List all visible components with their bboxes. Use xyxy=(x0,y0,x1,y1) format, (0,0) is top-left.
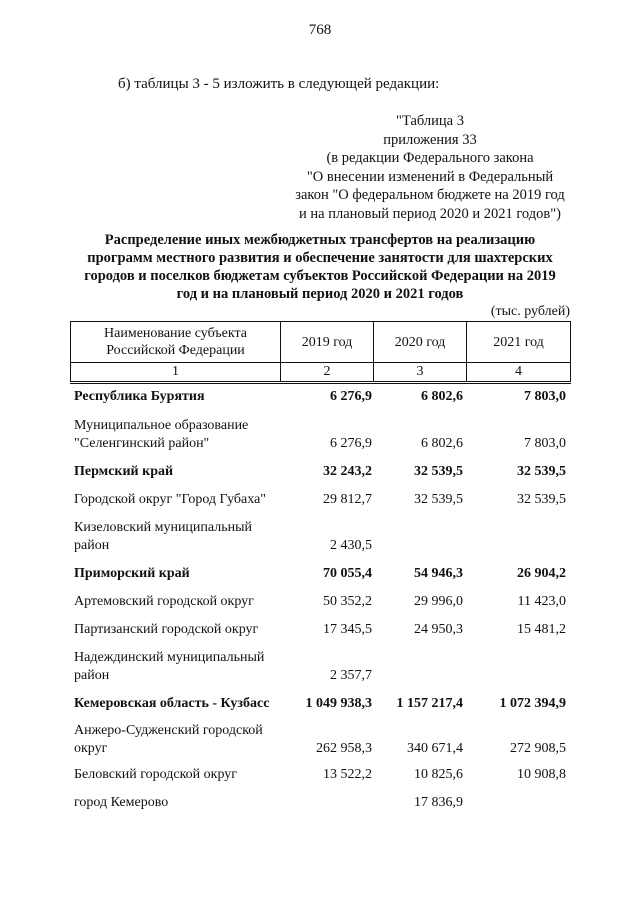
row-name xyxy=(74,593,279,611)
row-name-line: Кизеловский муниципальный xyxy=(74,520,253,535)
value-2019: 2 357,7 xyxy=(330,668,372,683)
reference-line: "О внесении изменений в Федеральный xyxy=(306,168,554,185)
reference-line: и на плановый период 2020 и 2021 годов") xyxy=(299,205,561,222)
value-2021: 32 539,5 xyxy=(517,492,566,507)
value-2020: 10 825,6 xyxy=(414,767,463,782)
value-2021: 7 803,0 xyxy=(524,389,566,404)
row-name xyxy=(74,695,279,713)
row-name-line: округ xyxy=(74,741,108,756)
page-number: 768 xyxy=(308,22,332,38)
row-name xyxy=(74,463,279,481)
value-2021: 7 803,0 xyxy=(524,436,566,451)
reference-line: закон "О федеральном бюджете на 2019 год xyxy=(295,187,565,203)
column-number-2: 2 xyxy=(281,363,374,383)
row-name xyxy=(74,388,279,406)
column-number-1: 1 xyxy=(71,363,281,383)
value-2020: 1 157 217,4 xyxy=(396,696,463,711)
value-2019: 50 352,2 xyxy=(323,594,372,609)
row-name xyxy=(74,417,279,453)
value-2020: 54 946,3 xyxy=(414,566,463,581)
row-name xyxy=(74,491,279,509)
value-2021: 15 481,2 xyxy=(517,622,566,637)
header-2020: 2020 год xyxy=(374,322,467,363)
row-name xyxy=(74,722,279,758)
row-name-line: Артемовский городской округ xyxy=(74,594,254,609)
row-name xyxy=(74,519,279,555)
value-2019: 6 276,9 xyxy=(330,389,372,404)
row-name-line: Надеждинский муниципальный xyxy=(74,650,265,665)
value-2021: 10 908,8 xyxy=(517,767,566,782)
row-name xyxy=(74,621,279,639)
units-label: (тыс. рублей) xyxy=(490,304,570,319)
value-2019: 1 049 938,3 xyxy=(305,696,372,711)
value-2020: 32 539,5 xyxy=(414,492,463,507)
header-2019: 2019 год xyxy=(281,322,374,363)
table-title xyxy=(70,231,570,303)
value-2019: 32 243,2 xyxy=(323,464,372,479)
value-2021: 26 904,2 xyxy=(517,566,566,581)
value-2019: 262 958,3 xyxy=(316,741,372,756)
value-2019: 70 055,4 xyxy=(323,566,372,581)
reference-line: (в редакции Федерального закона xyxy=(326,150,534,166)
row-name-line: Кемеровская область - Кузбасс xyxy=(74,696,270,711)
row-name-line: Пермский край xyxy=(74,464,174,479)
column-number-4: 4 xyxy=(467,363,571,383)
value-2019: 6 276,9 xyxy=(330,436,372,451)
row-name xyxy=(74,649,279,685)
row-name-line: Городской округ "Город Губаха" xyxy=(74,492,266,507)
row-name-line: "Селенгинский район" xyxy=(74,436,210,451)
row-name xyxy=(74,766,279,784)
value-2020: 17 836,9 xyxy=(414,795,463,810)
table-header xyxy=(70,321,571,384)
row-name xyxy=(74,565,279,583)
row-name-line: Приморский край xyxy=(74,566,190,581)
value-2021: 272 908,5 xyxy=(510,741,566,756)
value-2020: 29 996,0 xyxy=(414,594,463,609)
title-line: год и на плановый период 2020 и 2021 годов xyxy=(176,286,464,302)
value-2021: 1 072 394,9 xyxy=(499,696,566,711)
value-2020: 6 802,6 xyxy=(421,436,463,451)
title-line: программ местного развития и обеспечение занятости для шахтерских xyxy=(87,250,553,266)
row-name-line: Республика Бурятия xyxy=(74,389,205,404)
value-2021: 11 423,0 xyxy=(517,594,566,609)
title-line: городов и поселков бюджетам субъектов Российской Федерации на 2019 xyxy=(84,268,556,284)
header-2021: 2021 год xyxy=(467,322,571,363)
row-name-line: город Кемерово xyxy=(74,795,169,810)
header-name-line: Российской Федерации xyxy=(106,343,245,358)
column-number-3: 3 xyxy=(374,363,467,383)
row-name-line: Партизанский городской округ xyxy=(74,622,259,637)
value-2021: 32 539,5 xyxy=(517,464,566,479)
value-2020: 340 671,4 xyxy=(407,741,463,756)
reference-line: приложения 33 xyxy=(383,131,477,148)
intro-text: б) таблицы 3 - 5 изложить в следующей редакции: xyxy=(118,76,440,92)
title-line: Распределение иных межбюджетных трансфертов на реализацию xyxy=(104,232,536,248)
row-name xyxy=(74,794,279,812)
value-2019: 2 430,5 xyxy=(330,538,372,553)
row-name-line: район xyxy=(74,668,110,683)
value-2019: 29 812,7 xyxy=(323,492,372,507)
header-name-column xyxy=(71,322,281,363)
value-2019: 13 522,2 xyxy=(323,767,372,782)
header-name-line: Наименование субъекта xyxy=(104,326,247,341)
value-2020: 24 950,3 xyxy=(414,622,463,637)
value-2020: 32 539,5 xyxy=(414,464,463,479)
reference-line: "Таблица 3 xyxy=(396,113,464,129)
value-2020: 6 802,6 xyxy=(421,389,463,404)
row-name-line: Анжеро-Судженский городской xyxy=(74,723,263,738)
value-2019: 17 345,5 xyxy=(323,622,372,637)
row-name-line: Муниципальное образование xyxy=(74,418,249,433)
row-name-line: район xyxy=(74,538,110,553)
row-name-line: Беловский городской округ xyxy=(74,767,238,782)
table-reference xyxy=(270,112,590,223)
